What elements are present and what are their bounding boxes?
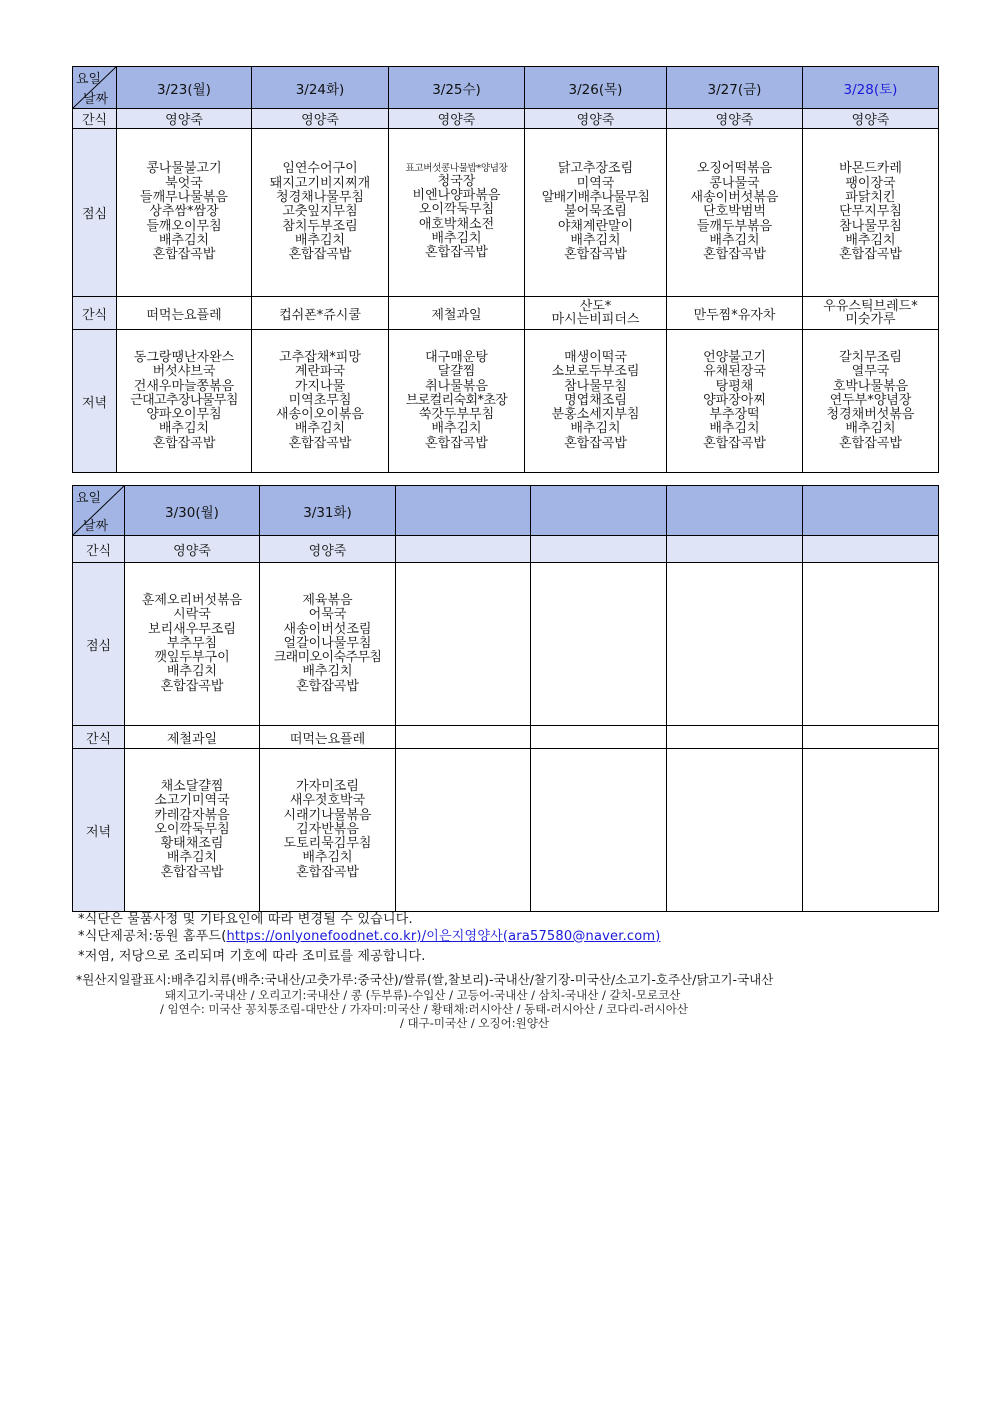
empty-cell <box>531 726 667 749</box>
date-header-saturday: 3/28(토) <box>803 67 939 109</box>
weekday-label: 요일 <box>76 72 102 87</box>
date-header: 3/25수) <box>389 67 525 109</box>
menu-item: 배추김치 <box>166 850 218 866</box>
menu-item: 상추쌈*쌈장 <box>149 204 219 220</box>
empty-cell <box>803 563 939 726</box>
dinner-cell <box>117 330 252 473</box>
empty-cell <box>803 749 939 912</box>
corner-header-cell <box>73 486 125 536</box>
menu-item: 대구매운탕 <box>425 349 488 365</box>
lunch-cell <box>117 129 252 297</box>
menu-item: 우유스틱브레드* <box>823 299 918 314</box>
menu-item: 배추김치 <box>158 421 210 437</box>
menu-item: 건새우마늘쫑볶음 <box>133 378 235 394</box>
menu-item: 혼합잡곡밥 <box>564 247 627 263</box>
empty-date-header <box>803 486 939 536</box>
menu-item: 도토리묵김무침 <box>283 836 372 852</box>
origin-line-3: / 임연수: 미국산 꽁치통조림-대만산 / 가자미:미국산 / 황태채:러시아산 / 동태-러시아산 / 코다리-러시아산 <box>160 1002 689 1016</box>
menu-item: 청국장 <box>437 173 476 189</box>
dinner-cell <box>125 749 260 912</box>
menu-item: 혼합잡곡밥 <box>425 245 488 261</box>
menu-item: 근대고추장나물무침 <box>130 392 238 408</box>
menu-item: 혼합잡곡밥 <box>703 247 766 263</box>
menu-item: 알배기배추나물무침 <box>541 190 650 206</box>
snack-am-cell: 영양죽 <box>525 109 667 129</box>
snack-pm-cell <box>803 297 939 330</box>
snack-am-cell: 영양죽 <box>252 109 389 129</box>
provider-label: *식단제공처:동원 홈푸드( <box>78 928 227 944</box>
lunch-cell <box>125 563 260 726</box>
dinner-cell <box>389 330 525 473</box>
menu-item: 호박나물볶음 <box>832 378 909 394</box>
lunch-cell <box>667 129 803 297</box>
menu-item: 청경채버섯볶음 <box>826 407 915 423</box>
menu-item: 배추김치 <box>570 421 621 437</box>
menu-item: 팽이장국 <box>845 175 896 191</box>
menu-item: 미숫가루 <box>845 312 896 327</box>
snack-pm-cell: 만두찜*유자차 <box>667 297 803 330</box>
menu-item: 양파오이무침 <box>146 407 222 423</box>
snack-pm-cell <box>525 297 667 330</box>
menu-item: 부추장떡 <box>709 407 760 423</box>
menu-item: 혼합잡곡밥 <box>160 678 224 694</box>
menu-item: 들깨오이무침 <box>146 218 222 234</box>
row-label-snack-am: 간식 <box>73 536 125 563</box>
empty-cell <box>531 563 667 726</box>
lunch-cell <box>252 129 389 297</box>
menu-item: 양파장아찌 <box>703 392 766 408</box>
dinner-cell <box>667 330 803 473</box>
snack-am-cell: 영양죽 <box>125 536 260 563</box>
menu-item: 마시는비피더스 <box>551 312 640 327</box>
menu-item: 배추김치 <box>294 232 346 248</box>
menu-item: 비엔나양파볶음 <box>412 188 501 204</box>
menu-item: 애호박채소전 <box>418 216 495 232</box>
note-low-salt: *저염, 저당으로 조리되며 기호에 따라 조미료를 제공합니다. <box>78 949 426 964</box>
empty-cell <box>667 536 803 563</box>
menu-item: 크래미오이숙주무침 <box>273 650 382 666</box>
menu-item: 미역국 <box>576 175 615 191</box>
menu-item: 갈치무조림 <box>839 349 902 365</box>
menu-item: 임연수어구이 <box>282 161 358 177</box>
menu-item: 취나물볶음 <box>425 378 488 394</box>
menu-item: 채소달걀찜 <box>160 778 224 794</box>
lunch-cell <box>803 129 939 297</box>
row-label-lunch: 점심 <box>73 129 117 297</box>
menu-item: 고추잡채*피망 <box>279 349 361 365</box>
menu-item: 혼합잡곡밥 <box>152 435 216 451</box>
menu-item: 오이깍둑무침 <box>418 202 495 218</box>
date-label: 날짜 <box>83 519 109 534</box>
snack-pm-cell: 제철과일 <box>125 726 260 749</box>
menu-item: 혼합잡곡밥 <box>425 435 488 451</box>
row-label-snack-pm: 간식 <box>73 726 125 749</box>
menu-item: 혼합잡곡밥 <box>564 435 627 451</box>
menu-item: 배추김치 <box>845 232 896 248</box>
menu-item: 새송이버섯조림 <box>283 621 372 637</box>
empty-cell <box>667 726 803 749</box>
menu-item: 황태채조림 <box>160 836 224 852</box>
menu-item: 닭고추장조림 <box>557 161 634 177</box>
row-label-snack-pm: 간식 <box>73 297 117 330</box>
empty-date-header <box>531 486 667 536</box>
menu-item: 단호박범벅 <box>703 204 766 220</box>
menu-item: 언양불고기 <box>703 349 766 365</box>
menu-item: 동그랑땡난자완스 <box>133 349 235 365</box>
menu-item: 야채계란말이 <box>557 218 634 234</box>
menu-item: 표고버섯콩나물밥*양념장 <box>405 163 508 175</box>
empty-cell <box>803 536 939 563</box>
menu-item: 탕평채 <box>715 378 754 394</box>
menu-item: 유채된장국 <box>703 364 766 380</box>
origin-line-4: / 대구-미국산 / 오징어:원양산 <box>400 1016 549 1030</box>
menu-item: 고춧잎지무침 <box>282 204 358 220</box>
snack-pm-cell: 컵쉬폰*쥬시쿨 <box>252 297 389 330</box>
date-header: 3/30(월) <box>125 486 260 536</box>
menu-item: 산도* <box>579 299 612 314</box>
menu-item: 시락국 <box>173 607 211 623</box>
menu-item: 배추김치 <box>294 421 346 437</box>
menu-item: 버섯샤브국 <box>152 364 216 380</box>
menu-item: 혼합잡곡밥 <box>839 435 902 451</box>
menu-item: 배추김치 <box>302 664 353 680</box>
menu-item: 혼합잡곡밥 <box>160 864 224 880</box>
menu-item: 혼합잡곡밥 <box>296 864 359 880</box>
dinner-cell <box>260 749 396 912</box>
menu-item: 가지나물 <box>294 378 346 394</box>
menu-item: 배추김치 <box>845 421 896 437</box>
provider-link[interactable]: https://onlyonefoodnet.co.kr)/이은지영양사(ara57580@naver.com) <box>226 928 661 944</box>
lunch-cell <box>389 129 525 297</box>
menu-item: 오징어떡볶음 <box>696 161 773 177</box>
empty-date-header <box>667 486 803 536</box>
empty-cell <box>531 749 667 912</box>
menu-item: 분홍소세지부침 <box>551 407 640 423</box>
lunch-cell <box>260 563 396 726</box>
note-provider <box>78 929 948 946</box>
snack-am-cell: 영양죽 <box>667 109 803 129</box>
row-label-snack-am: 간식 <box>73 109 117 129</box>
empty-cell <box>531 536 667 563</box>
empty-cell <box>396 749 531 912</box>
row-label-lunch: 점심 <box>73 563 125 726</box>
origin-line-1: *원산지일괄표시:배추김치류(배추:국내산/고춧가루:중국산)/쌀류(쌀,찰보리)-국내산/찰기장-미국산/소고기-호주산/닭고기-국내산 <box>76 972 774 987</box>
menu-item: 달걀찜 <box>437 364 476 380</box>
menu-table-week1 <box>72 66 939 473</box>
empty-date-header <box>396 486 531 536</box>
empty-cell <box>667 749 803 912</box>
menu-item: 불어묵조림 <box>564 204 627 220</box>
empty-cell <box>396 563 531 726</box>
dinner-cell <box>803 330 939 473</box>
menu-item: 카레감자볶음 <box>154 807 230 823</box>
date-header: 3/27(금) <box>667 67 803 109</box>
menu-item: 시래기나물볶음 <box>283 807 372 823</box>
menu-item: 쑥갓두부무침 <box>418 407 495 423</box>
corner-header-cell <box>73 67 117 109</box>
menu-item: 배추김치 <box>158 232 210 248</box>
menu-item: 들깨무나물볶음 <box>140 190 228 206</box>
snack-am-cell: 영양죽 <box>260 536 396 563</box>
snack-am-cell: 영양죽 <box>803 109 939 129</box>
menu-item: 어묵국 <box>308 607 347 623</box>
menu-item: 배추김치 <box>302 850 353 866</box>
menu-item: 콩나물국 <box>709 175 760 191</box>
menu-item: 배추김치 <box>431 231 482 247</box>
menu-item: 새우젓호박국 <box>289 793 366 809</box>
menu-item: 오이깍둑무침 <box>154 821 230 837</box>
menu-item: 배추김치 <box>431 421 482 437</box>
menu-item: 새송이버섯볶음 <box>690 190 779 206</box>
menu-item: 얼갈이나물무침 <box>283 635 372 651</box>
menu-item: 참나물무침 <box>839 218 902 234</box>
menu-item: 북엇국 <box>165 175 203 191</box>
menu-item: 소보로두부조림 <box>551 364 640 380</box>
menu-item: 파닭치킨 <box>845 190 896 206</box>
dinner-cell <box>525 330 667 473</box>
menu-item: 청경채나물무침 <box>276 190 364 206</box>
menu-item: 매생이떡국 <box>564 349 627 365</box>
menu-item: 돼지고기비지찌개 <box>269 175 371 191</box>
menu-table-week2 <box>72 485 939 912</box>
menu-item: 배추김치 <box>166 664 218 680</box>
menu-item: 김자반볶음 <box>296 821 359 837</box>
menu-item: 참나물무침 <box>564 378 627 394</box>
menu-item: 명엽채조림 <box>564 392 627 408</box>
menu-item: 배추김치 <box>709 421 760 437</box>
snack-am-cell: 영양죽 <box>389 109 525 129</box>
menu-item: 배추김치 <box>570 232 621 248</box>
menu-item: 혼합잡곡밥 <box>839 247 902 263</box>
row-label-dinner: 저녁 <box>73 749 125 912</box>
date-label: 날짜 <box>83 92 109 107</box>
menu-item: 혼합잡곡밥 <box>288 247 352 263</box>
footnotes <box>78 912 948 966</box>
date-header: 3/23(월) <box>117 67 252 109</box>
menu-item: 보리새우무조림 <box>148 621 236 637</box>
date-header: 3/31화) <box>260 486 396 536</box>
menu-item: 미역초무침 <box>288 392 352 408</box>
empty-cell <box>396 726 531 749</box>
row-label-dinner: 저녁 <box>73 330 117 473</box>
snack-pm-cell: 떠먹는요플레 <box>260 726 396 749</box>
menu-item: 훈제오리버섯볶음 <box>141 592 243 608</box>
menu-item: 소고기미역국 <box>154 793 230 809</box>
menu-item: 부추무침 <box>166 635 218 651</box>
menu-item: 깻잎두부구이 <box>154 650 230 666</box>
snack-pm-cell: 제철과일 <box>389 297 525 330</box>
snack-am-cell: 영양죽 <box>117 109 252 129</box>
origin-line-2: 돼지고기-국내산 / 오리고기:국내산 / 콩 (두부류)-수입산 / 고등어-국내산 / 삼치-국내산 / 갈치-모로코산 <box>165 988 681 1002</box>
menu-item: 혼합잡곡밥 <box>703 435 766 451</box>
note-menu-change: *식단은 물품사정 및 기타요인에 따라 변경될 수 있습니다. <box>78 912 413 927</box>
date-header: 3/24화) <box>252 67 389 109</box>
menu-item: 연두부*양념장 <box>829 392 912 408</box>
menu-item: 계란파국 <box>294 364 346 380</box>
empty-cell <box>667 563 803 726</box>
menu-item: 가자미조림 <box>296 778 359 794</box>
date-header: 3/26(목) <box>525 67 667 109</box>
menu-item: 브로컬리숙회*초장 <box>405 392 508 408</box>
menu-item: 혼합잡곡밥 <box>296 678 359 694</box>
menu-item: 들깨두부볶음 <box>696 218 773 234</box>
menu-item: 바몬드카레 <box>839 161 902 177</box>
menu-item: 혼합잡곡밥 <box>152 247 216 263</box>
menu-item: 열무국 <box>851 364 890 380</box>
menu-item: 콩나물불고기 <box>146 161 222 177</box>
empty-cell <box>803 726 939 749</box>
lunch-cell <box>525 129 667 297</box>
weekday-label: 요일 <box>76 491 102 506</box>
menu-item: 배추김치 <box>709 232 760 248</box>
snack-pm-cell: 떠먹는요플레 <box>117 297 252 330</box>
menu-item: 혼합잡곡밥 <box>288 435 352 451</box>
menu-item: 단무지무침 <box>839 204 902 220</box>
menu-item: 새송이오이볶음 <box>276 407 364 423</box>
dinner-cell <box>252 330 389 473</box>
menu-item: 제육볶음 <box>302 592 353 608</box>
empty-cell <box>396 536 531 563</box>
menu-item: 참치두부조림 <box>282 218 358 234</box>
